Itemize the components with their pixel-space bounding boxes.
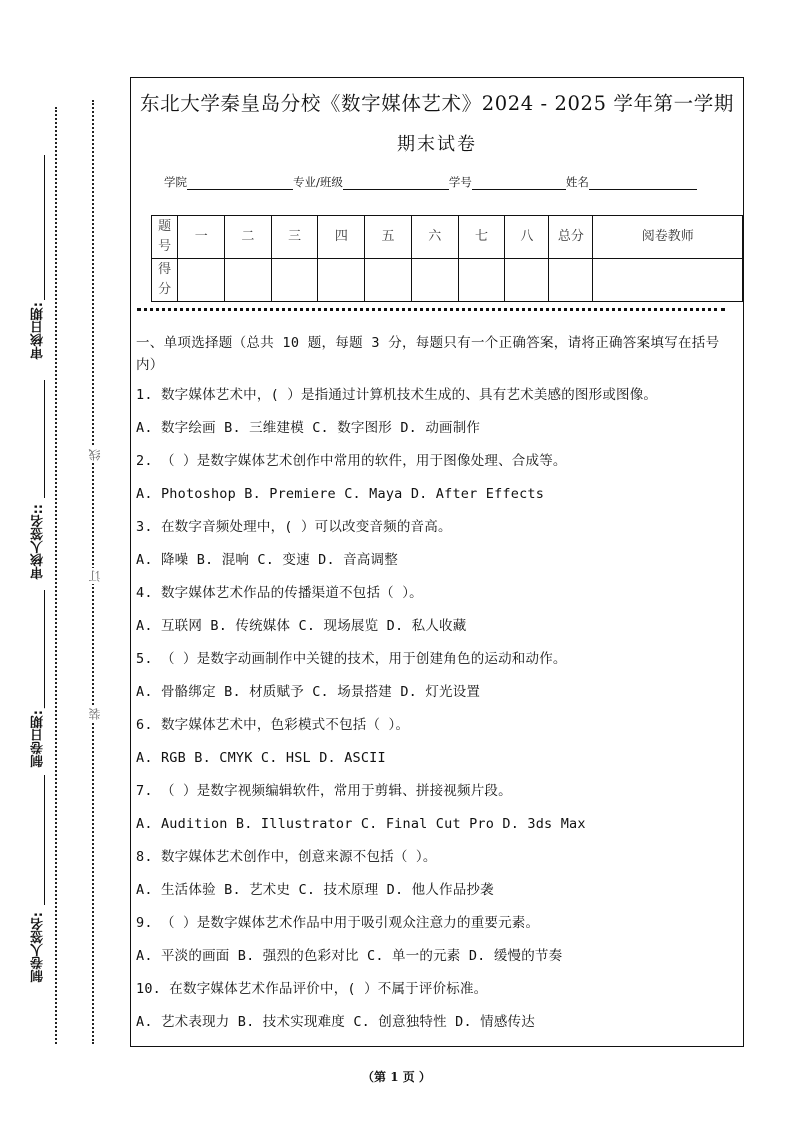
score-table-header-row [152, 216, 743, 259]
question-10-stem: 10. 在数字媒体艺术作品评价中，( ）不属于评价标准。 [136, 981, 488, 997]
question-9-stem: 9. （ ）是数字媒体艺术作品中用于吸引观众注意力的重要元素。 [136, 915, 540, 931]
score-table-score-row [152, 259, 743, 302]
column-header: 六 [411, 216, 458, 259]
column-header: 七 [458, 216, 505, 259]
question-5-options: A. 骨骼绑定 B. 材质赋予 C. 场景搭建 D. 灯光设置 [136, 684, 481, 700]
name-label: 姓名 [565, 175, 589, 189]
college-field[interactable] [187, 177, 293, 190]
question-4-options: A. 互联网 B. 传统媒体 C. 现场展览 D. 私人收藏 [136, 618, 467, 634]
question-1-options: A. 数字绘画 B. 三维建模 C. 数字图形 D. 动画制作 [136, 420, 481, 436]
major-class-field[interactable] [343, 177, 449, 190]
binding-dotted-line-outer [55, 107, 57, 1044]
question-8-stem: 8. 数字媒体艺术创作中，创意来源不包括（ ）。 [136, 849, 437, 865]
question-2-stem: 2. （ ）是数字媒体艺术创作中常用的软件，用于图像处理、合成等。 [136, 453, 567, 469]
score-label: 得分 [152, 259, 178, 302]
score-cell[interactable] [365, 259, 412, 302]
question-1-stem: 1. 数字媒体艺术中，( ）是指通过计算机技术生成的、具有艺术美感的图形或图像。 [136, 387, 658, 403]
review-date-line[interactable] [44, 155, 45, 300]
student-id-label: 学号 [448, 175, 472, 189]
reviewer-signature-line[interactable] [44, 380, 45, 498]
column-header-grader: 阅卷教师 [593, 216, 743, 259]
question-number-label: 题号 [152, 216, 178, 259]
question-9-options: A. 平淡的画面 B. 强烈的色彩对比 C. 单一的元素 D. 缓慢的节奏 [136, 948, 563, 964]
major-class-label: 专业/班级 [293, 175, 343, 189]
exam-frame [130, 77, 744, 1047]
author-signature-label: 制卷人签名: [31, 912, 46, 983]
column-header: 八 [505, 216, 549, 259]
name-field[interactable] [589, 177, 697, 190]
column-header: 一 [178, 216, 225, 259]
question-6-stem: 6. 数字媒体艺术中，色彩模式不包括（ ）。 [136, 717, 410, 733]
college-label: 学院 [164, 175, 187, 189]
question-7-stem: 7. （ ）是数字视频编辑软件，常用于剪辑、拼接视频片段。 [136, 783, 512, 799]
question-3-stem: 3. 在数字音频处理中，( ）可以改变音频的音高。 [136, 519, 452, 535]
column-header: 四 [318, 216, 365, 259]
section-single-choice [136, 332, 735, 1044]
binding-char-staple: 订 [88, 570, 102, 582]
page-number: （第 1 页 ） [362, 1070, 431, 1084]
score-cell[interactable] [178, 259, 225, 302]
column-header: 五 [365, 216, 412, 259]
column-header: 二 [225, 216, 272, 259]
score-cell[interactable] [458, 259, 505, 302]
binding-char-bind: 装 [88, 708, 102, 720]
exam-title: 东北大学秦皇岛分校《数字媒体艺术》2024 - 2025 学年第一学期 [140, 92, 734, 115]
paper-date-line[interactable] [44, 775, 45, 905]
question-4-stem: 4. 数字媒体艺术作品的传播渠道不包括（ ）。 [136, 585, 423, 601]
section-heading: 一、单项选择题（总共 10 题，每题 3 分，每题只有一个正确答案，请将正确答案填写在括号内） [136, 335, 720, 373]
question-8-options: A. 生活体验 B. 艺术史 C. 技术原理 D. 他人作品抄袭 [136, 882, 494, 898]
score-cell-total[interactable] [549, 259, 593, 302]
score-cell-grader[interactable] [593, 259, 743, 302]
review-date-label: 审核日期: [31, 302, 46, 360]
reviewer-signature-line-lower[interactable] [44, 590, 45, 710]
score-table [151, 215, 743, 302]
section-separator [137, 308, 725, 311]
question-7-options: A. Audition B. Illustrator C. Final Cut Pro D. 3ds Max [136, 816, 586, 832]
student-id-field[interactable] [472, 177, 566, 190]
question-3-options: A. 降噪 B. 混响 C. 变速 D. 音高调整 [136, 552, 398, 568]
question-5-stem: 5. （ ）是数字动画制作中关键的技术，用于创建角色的运动和动作。 [136, 651, 567, 667]
student-info-row [164, 174, 697, 190]
column-header: 三 [271, 216, 318, 259]
question-10-options: A. 艺术表现力 B. 技术实现难度 C. 创意独特性 D. 情感传达 [136, 1014, 535, 1030]
column-header-total: 总分 [549, 216, 593, 259]
score-cell[interactable] [411, 259, 458, 302]
reviewer-signature-label: 审核人签名:: [31, 504, 46, 580]
question-6-options: A. RGB B. CMYK C. HSL D. ASCII [136, 750, 386, 766]
score-cell[interactable] [225, 259, 272, 302]
score-cell[interactable] [318, 259, 365, 302]
score-cell[interactable] [271, 259, 318, 302]
binding-char-line: 线 [88, 449, 102, 461]
paper-date-label: 制卷日期: [31, 710, 46, 768]
question-2-options: A. Photoshop B. Premiere C. Maya D. After Effects [136, 486, 545, 502]
exam-subtitle: 期末试卷 [397, 134, 477, 155]
score-cell[interactable] [505, 259, 549, 302]
